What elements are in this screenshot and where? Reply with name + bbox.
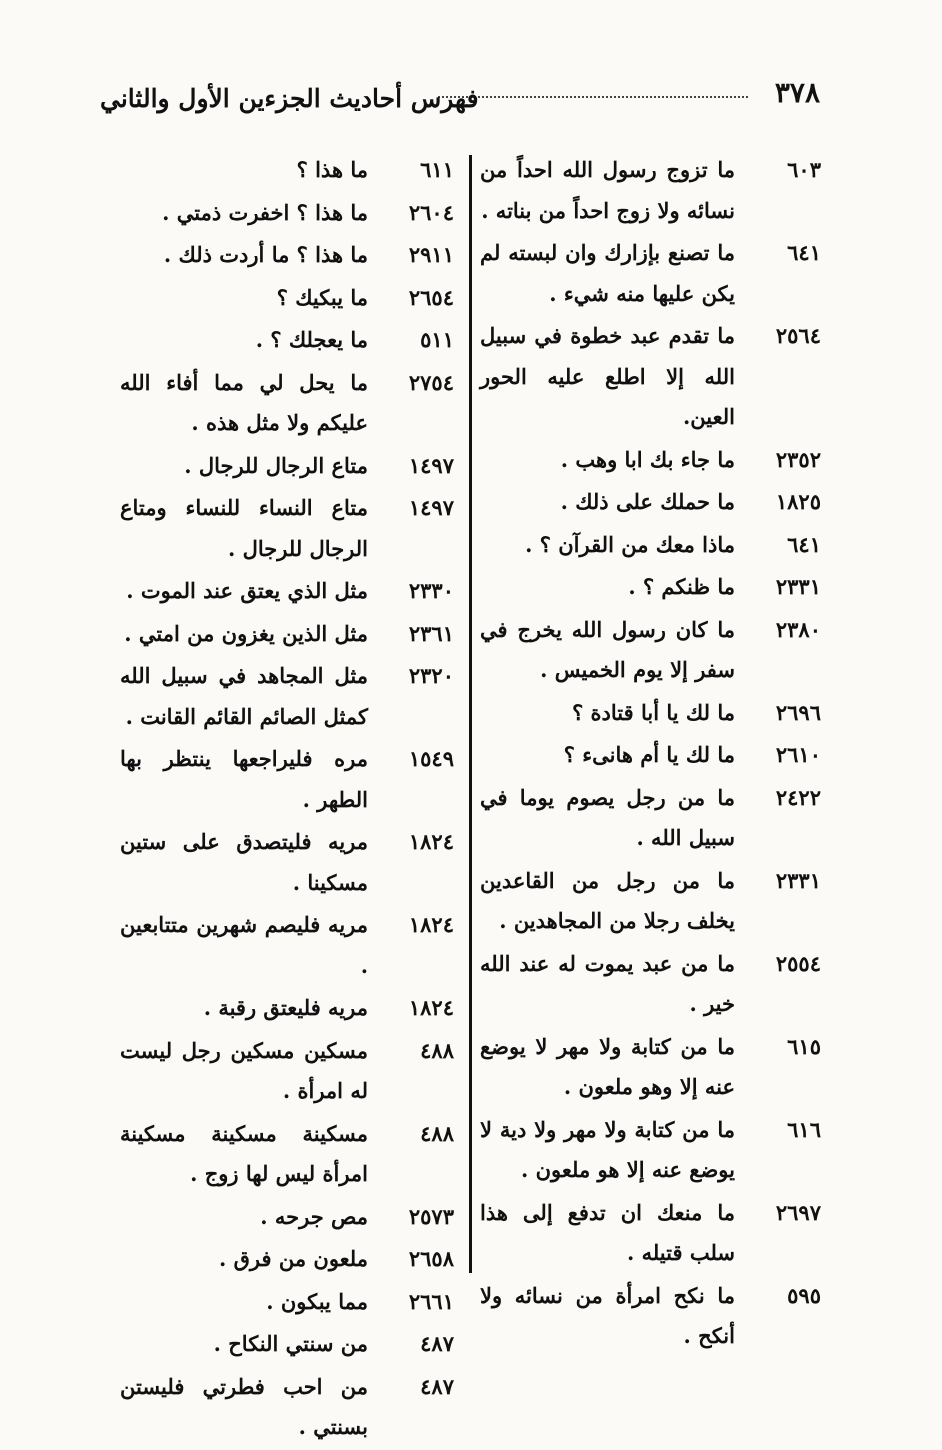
index-entry [480,525,825,566]
entry-text: مريه فليعتق رقبة . [203,995,368,1020]
index-entry [120,363,458,444]
index-entry [480,233,825,314]
entry-number: ٢٦٩٧ [775,1199,821,1225]
entry-text: ما نكح امرأة من نسائه ولا أنكح . [480,1282,735,1348]
index-entry [120,1282,458,1323]
entry-number: ١٥٤٩ [408,746,454,771]
entry-number: ١٤٩٧ [408,495,454,520]
entry-text: ما تقدم عبد خطوة في سبيل الله إلا اطلع عليه الحور العين. [480,323,735,429]
entry-text: ملعون من فرق . [219,1246,368,1271]
entry-number: ٤٨٧ [420,1331,454,1356]
entry-number: ٢٩١١ [408,242,454,267]
index-entry [480,1193,825,1274]
entry-number: ٢٦١٠ [775,742,821,767]
entry-number: ٢٣٣٠ [408,578,454,603]
entry-number: ١٨٢٥ [775,489,821,514]
entry-text: ما من رجل من القاعدين يخلف رجلا من المجاهدين . [480,867,735,933]
entry-number: ٢٣٢٠ [408,663,454,688]
index-entry [120,739,458,820]
entry-text: مثل الذي يعتق عند الموت . [126,578,368,603]
entry-text: من سنتي النكاح . [213,1331,368,1356]
entry-text: مما يبكون . [266,1288,368,1314]
index-entry [120,1197,458,1238]
index-entry [480,735,825,776]
entry-number: ٤٨٧ [420,1373,454,1399]
entry-text: ما يعجلك ؟ . [255,327,368,352]
entry-text: ما هذا ؟ ما أردت ذلك . [163,242,368,267]
entry-text: ماذا معك من القرآن ؟ . [525,531,735,557]
index-entry [120,235,458,276]
index-entry [120,193,458,234]
index-entry [480,1276,825,1357]
entry-number: ١٨٢٤ [408,912,454,937]
entry-text: مريه فليتصدق على ستين مسكينا . [120,829,368,895]
entry-text: ما جاء بك ابا وهب . [560,446,735,472]
page-header [100,68,830,120]
entry-text: ما من عبد يموت له عند الله خير . [480,950,735,1016]
header-dotted-rule [438,96,748,98]
index-entry [480,778,825,859]
entry-text: ما لك يا أم هانىء ؟ [563,742,735,767]
index-entry [120,150,458,191]
entry-text: ما تصنع بإزارك وان لبسته لم يكن عليها منه شيء . [480,240,735,306]
entry-text: متاع النساء للنساء ومتاع الرجال للرجال . [120,495,368,561]
index-entry [480,693,825,734]
entry-number: ٦١٥ [787,1033,821,1059]
index-entry [120,320,458,361]
index-entry [480,861,825,942]
entry-number: ٢٣٣١ [775,574,821,599]
entry-text: ما كان رسول الله يخرج في سفر إلا يوم الخميس . [480,616,735,682]
entry-text: ما ظنكم ؟ . [628,574,735,599]
entry-number: ٢٦٦١ [408,1288,454,1314]
index-entry [120,988,458,1029]
index-entry [120,656,458,737]
index-entry [120,571,458,612]
entry-text: متاع الرجال للرجال . [184,452,368,478]
entry-number: ٤٨٨ [420,1120,454,1146]
entry-text: مسكينة مسكينة مسكينة امرأة ليس لها زوج . [120,1120,368,1186]
index-entry [480,440,825,481]
entry-number: ٤٨٨ [420,1037,454,1063]
entry-text: ما يحل لي مما أفاء الله عليكم ولا مثل هذه . [120,369,368,435]
index-entry [120,446,458,487]
index-entry [480,1027,825,1108]
entry-text: من احب فطرتي فليستن بسنتي . [120,1373,368,1439]
entry-number: ٢٦٩٦ [775,699,821,725]
entry-number: ٦٤١ [787,240,821,265]
entry-number: ٢٧٥٤ [408,369,454,395]
entry-number: ١٨٢٤ [408,829,454,854]
entry-text: ما من كتابة ولا مهر لا يوضع عنه إلا وهو ملعون . [480,1033,735,1099]
entry-number: ٢٣٦١ [408,620,454,646]
index-entry [480,482,825,523]
entry-text: مص جرحه . [260,1203,368,1229]
entry-number: ٢٥٦٤ [775,323,821,348]
entry-text: مثل الذين يغزون من امتي . [124,620,368,646]
entry-number: ٢٦٥٤ [408,284,454,310]
entry-number: ٢٤٢٢ [775,784,821,810]
index-entry [120,1031,458,1112]
entry-number: ٦٠٣ [787,157,821,182]
entry-number: ٦٤١ [787,531,821,557]
entry-number: ٢٥٧٣ [408,1203,454,1229]
entry-number: ٦١٦ [787,1116,821,1142]
entry-text: ما تزوج رسول الله احداً من نسائه ولا زوج احداً من بناته . [480,157,735,223]
right-index-column [480,150,825,1359]
entry-text: مسكين مسكين رجل ليست له امرأة . [120,1037,368,1103]
entry-text: ما حملك على ذلك . [560,489,735,514]
entry-number: ٢٦٠٤ [408,199,454,225]
index-entry [480,944,825,1025]
entry-number: ٢٣٣١ [775,867,821,893]
entry-number: ٥٩٥ [787,1282,821,1308]
index-entry [120,1367,458,1448]
page-title: فهرس أحاديث الجزءين الأول والثاني [100,84,479,113]
entry-number: ١٤٩٧ [408,452,454,478]
index-entry [120,1239,458,1280]
entry-number: ٦١١ [420,157,454,182]
index-entry [480,610,825,691]
entry-text: ما يبكيك ؟ [276,284,368,310]
index-entry [120,614,458,655]
index-entry [480,1110,825,1191]
index-entry [120,822,458,903]
index-entry [120,278,458,319]
index-entry [120,1324,458,1365]
index-entry [120,1114,458,1195]
page-number: ٣٧٨ [774,76,820,109]
entry-text: مره فليراجعها ينتظر بها الطهر . [120,746,368,812]
entry-number: ٥١١ [420,327,454,352]
entry-text: مريه فليصم شهرين متتابعين . [120,912,368,978]
entry-text: ما هذا ؟ [296,157,368,182]
entry-text: مثل المجاهد في سبيل الله كمثل الصائم القائم القانت . [120,663,368,729]
index-entry [480,316,825,438]
left-index-column [120,150,458,1450]
entry-number: ٢٦٥٨ [408,1246,454,1271]
entry-text: ما من رجل يصوم يوما في سبيل الله . [480,784,735,850]
index-entry [120,488,458,569]
index-entry [480,150,825,231]
entry-text: ما منعك ان تدفع إلى هذا سلب قتيله . [480,1199,735,1265]
index-entry [120,905,458,986]
entry-text: ما من كتابة ولا مهر ولا دية لا يوضع عنه إلا هو ملعون . [480,1116,735,1182]
entry-number: ١٨٢٤ [408,995,454,1020]
entry-text: ما لك يا أبا قتادة ؟ [572,699,735,725]
column-divider [469,155,472,1273]
entry-text: ما هذا ؟ اخفرت ذمتي . [162,199,368,225]
entry-number: ٢٣٨٠ [775,616,821,642]
entry-number: ٢٣٥٢ [775,446,821,472]
index-entry [480,567,825,608]
entry-number: ٢٥٥٤ [775,950,821,976]
